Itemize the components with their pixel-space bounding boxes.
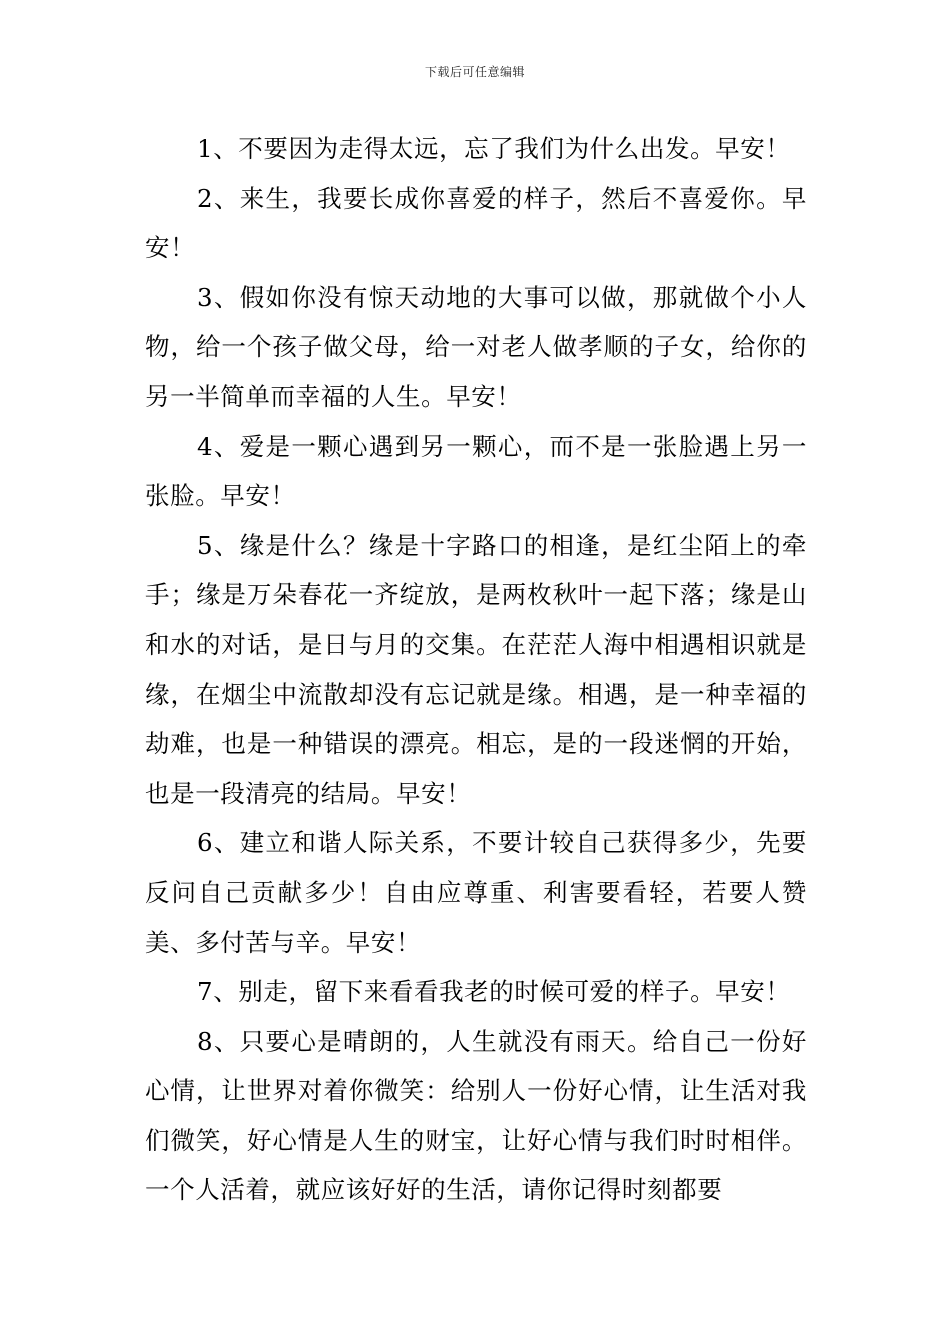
paragraph-3: 3、假如你没有惊天动地的大事可以做，那就做个小人物，给一个孩子做父母，给一对老人做孝顺的子女，给你的另一半简单而幸福的人生。早安！	[145, 282, 807, 411]
document-body	[145, 124, 807, 1215]
paragraph-5: 5、缘是什么？缘是十字路口的相逢，是红尘陌上的牵手；缘是万朵春花一齐绽放，是两枚秋叶一起下落；缘是山和水的对话，是日与月的交集。在茫茫人海中相遇相识就是缘，在烟尘中流散却没有忘记就是缘。相遇，是一种幸福的劫难，也是一种错误的漂亮。相忘，是的一段迷惘的开始，也是一段清亮的结局。早安！	[145, 530, 807, 808]
paragraph-2: 2、来生，我要长成你喜爱的样子，然后不喜爱你。早安！	[145, 183, 807, 263]
paragraph-6: 6、建立和谐人际关系，不要计较自己获得多少，先要反问自己贡献多少！自由应尊重、利害要看轻，若要人赞美、多付苦与辛。早安！	[145, 828, 807, 957]
page-header-note: 下载后可任意编辑	[424, 65, 525, 79]
paragraph-1: 1、不要因为走得太远，忘了我们为什么出发。早安！	[197, 134, 791, 163]
paragraph-7: 7、别走，留下来看看我老的时候可爱的样子。早安！	[197, 977, 791, 1007]
paragraph-8: 8、只要心是晴朗的，人生就没有雨天。给自己一份好心情，让世界对着你微笑：给别人一份好心情，让生活对我们微笑，好心情是人生的财宝，让好心情与我们时时相伴。一个人活着，就应该好好的生活，请你记得时刻都要	[145, 1026, 807, 1205]
paragraph-4: 4、爱是一颗心遇到另一颗心，而不是一张脸遇上另一张脸。早安！	[145, 431, 807, 511]
